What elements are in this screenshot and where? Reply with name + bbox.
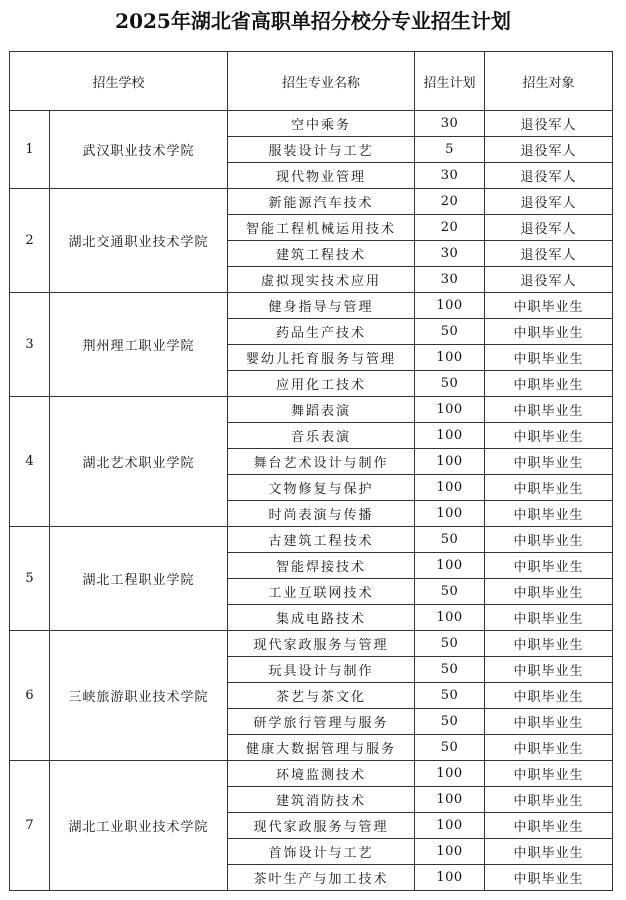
school-index: 6 [10, 631, 50, 761]
enrollment-target: 中职毕业生 [485, 761, 613, 787]
enrollment-target: 中职毕业生 [485, 631, 613, 657]
major-name: 古建筑工程技术 [228, 527, 415, 553]
enrollment-quota: 100 [415, 501, 485, 527]
major-name: 智能焊接技术 [228, 553, 415, 579]
enrollment-quota: 50 [415, 579, 485, 605]
table-row [10, 527, 613, 553]
enrollment-target: 退役军人 [485, 215, 613, 241]
enrollment-target: 中职毕业生 [485, 657, 613, 683]
table-row [10, 111, 613, 137]
major-name: 茶艺与茶文化 [228, 683, 415, 709]
enrollment-quota: 5 [415, 137, 485, 163]
school-index: 5 [10, 527, 50, 631]
major-name: 建筑工程技术 [228, 241, 415, 267]
major-name: 建筑消防技术 [228, 787, 415, 813]
school-index: 3 [10, 293, 50, 397]
school-name: 湖北交通职业技术学院 [50, 189, 228, 293]
table-row [10, 293, 613, 319]
enrollment-target: 中职毕业生 [485, 345, 613, 371]
school-name: 湖北艺术职业学院 [50, 397, 228, 527]
enrollment-target: 中职毕业生 [485, 423, 613, 449]
enrollment-target: 中职毕业生 [485, 579, 613, 605]
major-name: 药品生产技术 [228, 319, 415, 345]
major-name: 空中乘务 [228, 111, 415, 137]
enrollment-quota: 100 [415, 553, 485, 579]
enrollment-quota: 100 [415, 345, 485, 371]
major-name: 健身指导与管理 [228, 293, 415, 319]
school-name: 荆州理工职业学院 [50, 293, 228, 397]
major-name: 应用化工技术 [228, 371, 415, 397]
major-name: 研学旅行管理与服务 [228, 709, 415, 735]
enrollment-quota: 100 [415, 761, 485, 787]
enrollment-target: 中职毕业生 [485, 813, 613, 839]
header-row [10, 52, 613, 111]
enrollment-target: 退役军人 [485, 241, 613, 267]
enrollment-quota: 100 [415, 423, 485, 449]
enrollment-quota: 100 [415, 397, 485, 423]
enrollment-quota: 100 [415, 839, 485, 865]
header-quota: 招生计划 [415, 52, 485, 111]
enrollment-quota: 100 [415, 475, 485, 501]
major-name: 舞台艺术设计与制作 [228, 449, 415, 475]
enrollment-target: 中职毕业生 [485, 319, 613, 345]
enrollment-quota: 50 [415, 527, 485, 553]
major-name: 智能工程机械运用技术 [228, 215, 415, 241]
enrollment-target: 中职毕业生 [485, 293, 613, 319]
enrollment-quota: 100 [415, 449, 485, 475]
enrollment-target: 中职毕业生 [485, 605, 613, 631]
enrollment-target: 退役军人 [485, 267, 613, 293]
major-name: 音乐表演 [228, 423, 415, 449]
enrollment-quota: 50 [415, 657, 485, 683]
major-name: 玩具设计与制作 [228, 657, 415, 683]
enrollment-quota: 30 [415, 241, 485, 267]
enrollment-quota: 20 [415, 189, 485, 215]
school-name: 三峡旅游职业技术学院 [50, 631, 228, 761]
enrollment-plan-table [9, 51, 613, 891]
table-row [10, 761, 613, 787]
major-name: 文物修复与保护 [228, 475, 415, 501]
major-name: 环境监测技术 [228, 761, 415, 787]
major-name: 新能源汽车技术 [228, 189, 415, 215]
table-body [10, 111, 613, 891]
major-name: 现代物业管理 [228, 163, 415, 189]
enrollment-quota: 50 [415, 683, 485, 709]
school-index: 7 [10, 761, 50, 891]
major-name: 服装设计与工艺 [228, 137, 415, 163]
school-name: 湖北工业职业技术学院 [50, 761, 228, 891]
enrollment-quota: 20 [415, 215, 485, 241]
enrollment-target: 中职毕业生 [485, 865, 613, 891]
table-row [10, 631, 613, 657]
enrollment-quota: 50 [415, 735, 485, 761]
enrollment-target: 退役军人 [485, 189, 613, 215]
major-name: 健康大数据管理与服务 [228, 735, 415, 761]
table-row [10, 189, 613, 215]
school-index: 4 [10, 397, 50, 527]
header-major: 招生专业名称 [228, 52, 415, 111]
enrollment-target: 中职毕业生 [485, 683, 613, 709]
enrollment-target: 中职毕业生 [485, 735, 613, 761]
enrollment-quota: 100 [415, 293, 485, 319]
enrollment-quota: 50 [415, 371, 485, 397]
major-name: 集成电路技术 [228, 605, 415, 631]
enrollment-target: 中职毕业生 [485, 397, 613, 423]
enrollment-quota: 30 [415, 111, 485, 137]
school-name: 湖北工程职业学院 [50, 527, 228, 631]
enrollment-quota: 100 [415, 813, 485, 839]
enrollment-quota: 100 [415, 787, 485, 813]
enrollment-quota: 50 [415, 319, 485, 345]
major-name: 现代家政服务与管理 [228, 813, 415, 839]
enrollment-target: 中职毕业生 [485, 371, 613, 397]
page-title: 2025年湖北省高职单招分校分专业招生计划 [115, 9, 511, 33]
enrollment-quota: 30 [415, 267, 485, 293]
enrollment-target: 中职毕业生 [485, 709, 613, 735]
enrollment-quota: 100 [415, 605, 485, 631]
school-name: 武汉职业技术学院 [50, 111, 228, 189]
enrollment-quota: 50 [415, 631, 485, 657]
enrollment-target: 中职毕业生 [485, 839, 613, 865]
school-index: 1 [10, 111, 50, 189]
header-target: 招生对象 [485, 52, 613, 111]
enrollment-target: 中职毕业生 [485, 527, 613, 553]
school-index: 2 [10, 189, 50, 293]
major-name: 婴幼儿托育服务与管理 [228, 345, 415, 371]
major-name: 首饰设计与工艺 [228, 839, 415, 865]
enrollment-quota: 100 [415, 865, 485, 891]
major-name: 工业互联网技术 [228, 579, 415, 605]
table-header [10, 52, 613, 111]
enrollment-target: 中职毕业生 [485, 787, 613, 813]
enrollment-quota: 30 [415, 163, 485, 189]
enrollment-target: 退役军人 [485, 111, 613, 137]
major-name: 时尚表演与传播 [228, 501, 415, 527]
enrollment-quota: 50 [415, 709, 485, 735]
enrollment-target: 中职毕业生 [485, 501, 613, 527]
enrollment-target: 中职毕业生 [485, 449, 613, 475]
table-row [10, 397, 613, 423]
major-name: 茶叶生产与加工技术 [228, 865, 415, 891]
enrollment-target: 中职毕业生 [485, 475, 613, 501]
major-name: 舞蹈表演 [228, 397, 415, 423]
enrollment-target: 中职毕业生 [485, 553, 613, 579]
enrollment-target: 退役军人 [485, 163, 613, 189]
enrollment-target: 退役军人 [485, 137, 613, 163]
major-name: 虚拟现实技术应用 [228, 267, 415, 293]
header-school: 招生学校 [10, 52, 228, 111]
major-name: 现代家政服务与管理 [228, 631, 415, 657]
